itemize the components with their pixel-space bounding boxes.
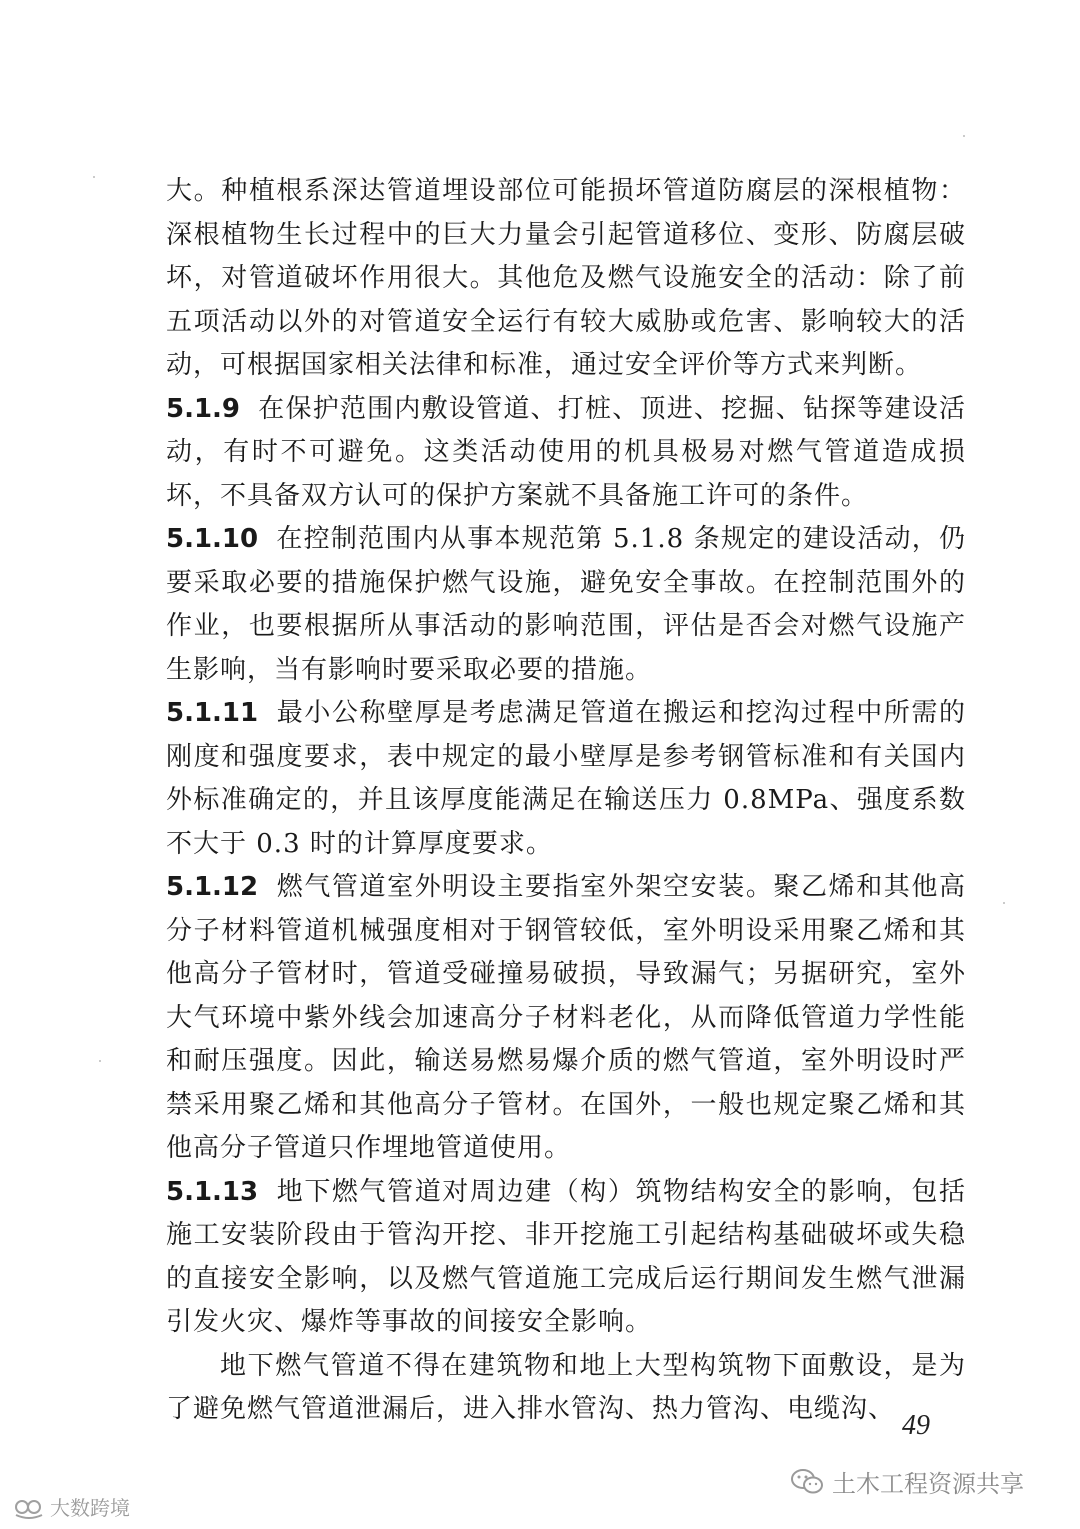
clause-5-1-10 [166, 518, 966, 692]
clause-text: 地下燃气管道对周边建（构）筑物结构安全的影响，包括施工安装阶段由于管沟开挖、非开挖施工引起结构基础破坏或失稳的直接安全影响，以及燃气管道施工完成后运行期间发生燃气泄漏引发火灾、爆炸等事故的间接安全影响。 [166, 1176, 966, 1337]
scan-speck [93, 176, 95, 178]
clause-number: 5.1.10 [166, 524, 259, 554]
clause-text: 燃气管道室外明设主要指室外架空安装。聚乙烯和其他高分子材料管道机械强度相对于钢管较低，室外明设采用聚乙烯和其他高分子管材时，管道受碰撞易破损，导致漏气；另据研究，室外大气环境中紫外线会加速高分子材料老化，从而降低管道力学性能和耐压强度。因此，输送易燃易爆介质的燃气管道，室外明设时严禁采用聚乙烯和其他高分子管材。在国外，一般也规定聚乙烯和其他高分子管道只作埋地管道使用。 [166, 872, 966, 1163]
clause-number: 5.1.12 [166, 872, 259, 902]
scan-speck [963, 135, 965, 137]
clause-text: 在控制范围内从事本规范第 5.1.8 条规定的建设活动，仍要采取必要的措施保护燃气设施，避免安全事故。在控制范围外的作业，也要根据所从事活动的影响范围，评估是否会对燃气设施产生影响，当有影响时要采取必要的措施。 [166, 524, 966, 685]
watermark-brand [14, 1492, 130, 1521]
paragraph-text: 地下燃气管道不得在建筑物和地上大型构筑物下面敷设，是为了避免燃气管道泄漏后，进入排水管沟、热力管沟、电缆沟、 [166, 1350, 966, 1424]
watermark-text: 大数跨境 [50, 1496, 130, 1520]
brand-logo-icon [14, 1495, 44, 1519]
watermark-wechat [790, 1464, 1024, 1499]
clause-5-1-11 [166, 692, 966, 866]
clause-5-1-12 [166, 866, 966, 1171]
clause-5-1-9 [166, 388, 966, 519]
paragraph-continuation [166, 170, 966, 388]
paragraph-text: 大。种植根系深达管道埋设部位可能损坏管道防腐层的深根植物：深根植物生长过程中的巨大力量会引起管道移位、变形、防腐层破坏，对管道破坏作用很大。其他危及燃气设施安全的活动：除了前五项活动以外的对管道安全运行有较大威胁或危害、影响较大的活动，可根据国家相关法律和标准，通过安全评价等方式来判断。 [166, 176, 966, 380]
clause-text: 最小公称壁厚是考虑满足管道在搬运和挖沟过程中所需的刚度和强度要求，表中规定的最小壁厚是参考钢管标准和有关国内外标准确定的，并且该厚度能满足在输送压力 0.8MPa、强度系数不大于 0.3 时的计算厚度要求。 [166, 698, 966, 859]
clause-5-1-13 [166, 1171, 966, 1345]
scan-speck [1003, 902, 1005, 904]
clause-number: 5.1.9 [166, 393, 241, 424]
clause-number: 5.1.13 [166, 1176, 259, 1207]
clause-number: 5.1.11 [166, 698, 259, 728]
body-text [166, 170, 966, 1432]
wechat-icon [790, 1468, 824, 1496]
watermark-text: 土木工程资源共享 [832, 1470, 1024, 1498]
scan-speck [99, 1060, 101, 1062]
paragraph-indented [166, 1345, 966, 1432]
page-number: 49 [902, 1410, 930, 1441]
clause-text: 在保护范围内敷设管道、打桩、顶进、挖掘、钻探等建设活动，有时不可避免。这类活动使用的机具极易对燃气管道造成损坏，不具备双方认可的保护方案就不具备施工许可的条件。 [166, 393, 966, 511]
